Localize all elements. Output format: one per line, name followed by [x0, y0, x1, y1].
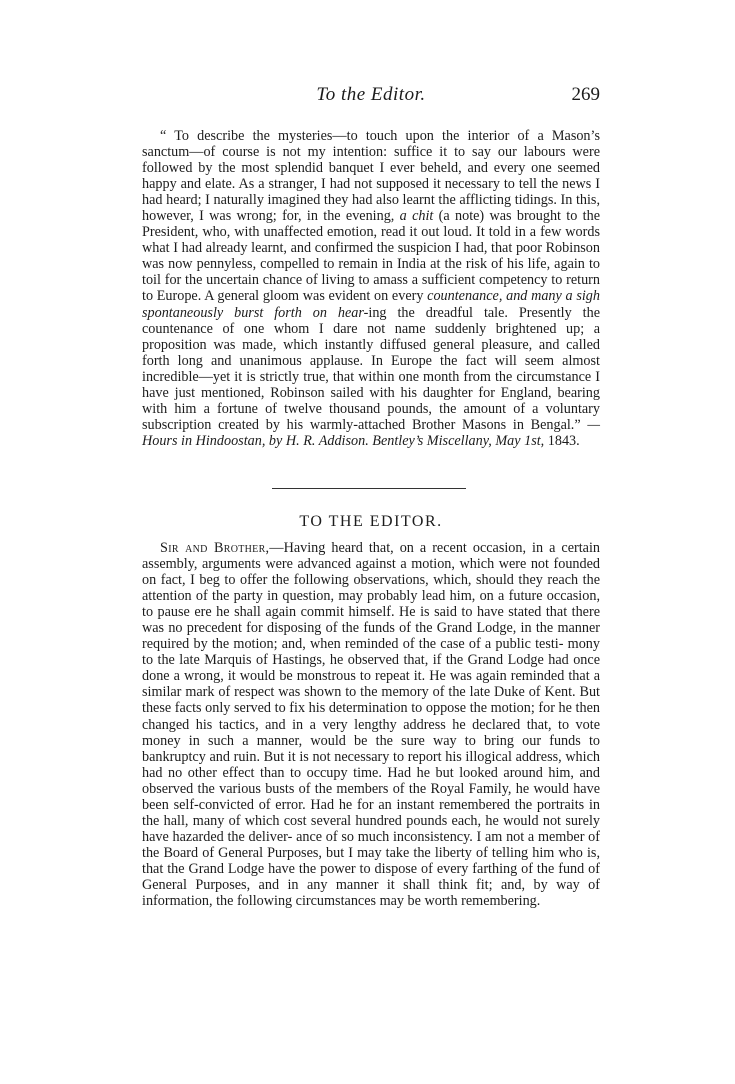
section-divider — [272, 488, 466, 489]
letter-heading: TO THE EDITOR. — [299, 513, 443, 530]
running-head — [142, 84, 600, 112]
quote-chit: a chit — [399, 208, 434, 225]
quote-text-part-3: ing the dreadful tale. Presently the countenance of one whom I dare not name suddenly brightened up; a proposition was made, which instantly diffused general pleasure, and called forth long and unanimous applause. In Europe the fact will seem almost incredible—yet it is strictly true, that within one month from the circumstance I have just mentioned, Robinson sailed with his daughter for England, bearing with him a fortune of twelve thousand pounds, the amount of a voluntary subscription created by his warmly-attached Brother Masons in Bengal.” — [142, 304, 601, 433]
letter-paragraph — [142, 540, 600, 909]
quote-countenance-phrase: countenance, and many a sigh spontaneously burst forth on hear- — [142, 288, 600, 321]
quote-text-part-1: “ To describe the mysteries—to touch upon the interior of a Mason’s sanctum—of course is not my intention: suffice it to say our labours were followed by the most splendid banquet I ever beheld, and every one seemed happy and elate. As a stranger, I had not supposed it necessary to tell the news I had heard; I naturally imagined they had also learnt the afflicting tidings. In this, however, I was wrong; for, in the evening, — [142, 128, 600, 225]
letter-body: —Having heard that, on a recent occasion, in a certain assembly, arguments were advanced against a motion, which were not founded on fact, I beg to offer the following observations, which, should they reach the attention of the party in question, may probably lead him, on a future occasion, to pause ere he shall again commit himself. He is said to have stated that there was no precedent for disposing of the funds of the Grand Lodge, in the manner required by the motion; and, when reminded of the case of a public testi- mony to the late Marquis of Hastings, he observed that, if the Grand Lodge had once done a wrong, it would be monstrous to repeat it. He was again reminded that a similar mark of respect was shown to the memory of the late Duke of Kent. But these facts only served to fix his determination to oppose the motion; for he then changed his tactics, and in a very lengthy address he declared that, to vote money in such a manner, would be the sure way to bring our funds to bankruptcy and ruin. But it is not necessary to report his illogical address, which had no other effect than to occupy time. Had he but looked around him, and observed the various busts of the members of the Royal Family, he would have been self-convicted of error. Had he for an instant remembered the portraits in the hall, many of which cost several hundred pounds each, he would not surely have hazarded the deliver- ance of so much inconsistency. I am not a member of the Board of General Purposes, but I may take the liberty of telling him who is, that the Grand Lodge have the power to dispose of every farthing of the fund of General Purposes, and in any manner it shall think fit; and, by way of information, the following circumstances may be worth remembering. — [142, 540, 600, 910]
running-title: To the Editor. — [316, 84, 426, 105]
letter-salutation: Sir and Brother, — [160, 540, 270, 556]
quotation-paragraph — [142, 128, 600, 449]
citation-text: —Hours in Hindoostan, by H. R. Addison. Bentley’s Miscellany, May 1st, — [142, 416, 600, 449]
quote-text-part-2: (a note) was brought to the President, who, with unaffected emotion, read it out loud. It told in a few words what I had already learnt, and confirmed the suspicion I had, that poor Robinson was now pennyless, compelled to remain in India at the risk of his life, again to toil for the uncertain chance of living to amass a sufficient competency to return to Europe. A general gloom was evident on every — [142, 208, 600, 305]
page-number: 269 — [571, 84, 600, 105]
citation-year: 1843. — [544, 432, 580, 449]
